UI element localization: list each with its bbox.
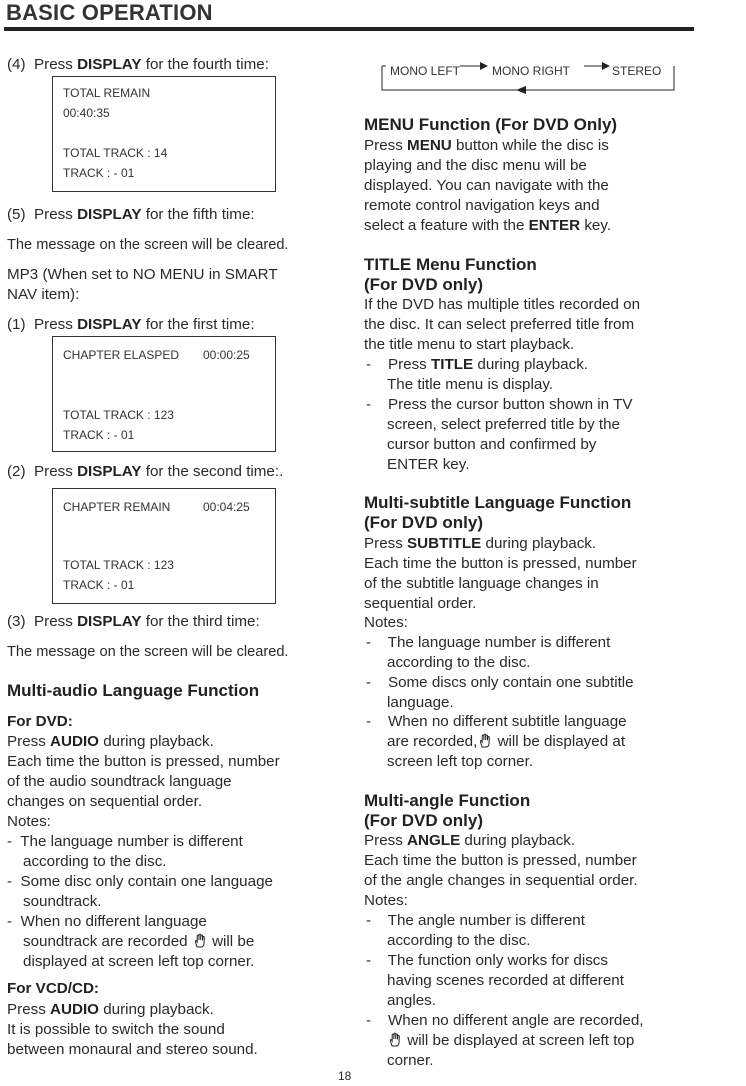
angle-note-2: - The function only works for discs [366, 952, 608, 969]
subtitle-subheading: (For DVD only) [364, 513, 483, 532]
title-bullet-2: - Press the cursor button shown in TV [366, 396, 633, 413]
display-box-chapter-elapsed: CHAPTER ELASPED 00:00:25 TOTAL TRACK : 123 TRACK : - 01 [52, 336, 276, 452]
subtitle-note-3: - When no different subtitle language [366, 713, 627, 730]
title-bullet-2b: screen, select preferred title by the [387, 416, 620, 433]
prohibited-hand-icon [387, 1032, 403, 1048]
arrow-right-icon-1 [480, 62, 488, 70]
title-bullet-1: - Press TITLE during playback. [366, 356, 589, 373]
angle-note-2b: having scenes recorded at different [387, 972, 624, 989]
page-number: 18 [338, 1069, 352, 1083]
title-bullet-2c: cursor button and confirmed by [387, 436, 597, 453]
angle-line-3: of the angle changes in sequential order. [364, 872, 638, 889]
audio-note-1b: according to the disc. [23, 853, 167, 870]
audio-note-2b: soundtrack. [23, 893, 102, 910]
title-menu-subheading: (For DVD only) [364, 275, 483, 294]
cleared-text-1: The message on the screen will be cleared. [7, 237, 289, 253]
step4-line: (4) Press DISPLAY for the fourth time: [7, 56, 269, 73]
multi-audio-heading: Multi-audio Language Function [7, 681, 260, 700]
prohibited-hand-icon [477, 733, 493, 749]
angle-note-3c: corner. [387, 1052, 434, 1069]
audio-dvd-line-3: of the audio soundtrack language [7, 773, 232, 790]
subtitle-line-1: Press SUBTITLE during playback. [364, 535, 597, 552]
title-bullet-1b: The title menu is display. [387, 376, 554, 393]
audio-dvd-line-1: Press AUDIO during playback. [7, 733, 214, 750]
angle-note-1b: according to the disc. [387, 932, 531, 949]
audio-vcd-line-3: between monaural and stereo sound. [7, 1041, 258, 1058]
angle-notes-label: Notes: [364, 892, 408, 909]
audio-note-3b: soundtrack are recorded will be [23, 933, 255, 950]
audio-note-1: - The language number is different [7, 833, 243, 850]
title-menu-heading: TITLE Menu Function [364, 255, 537, 274]
angle-note-2c: angles. [387, 992, 436, 1009]
menu-line-2: playing and the disc menu will be [364, 157, 587, 174]
menu-function-heading: MENU Function (For DVD Only) [364, 115, 618, 134]
step2-line: (2) Press DISPLAY for the second time:. [7, 463, 284, 480]
stereo-label: STEREO [612, 64, 662, 78]
audio-note-3: - When no different language [7, 913, 207, 930]
angle-note-1: - The angle number is different [366, 912, 585, 929]
cleared-text-2: The message on the screen will be cleared. [7, 644, 289, 660]
subtitle-note-2b: language. [387, 694, 454, 711]
subtitle-line-3: of the subtitle language changes in [364, 575, 599, 592]
display-box-total-remain: TOTAL REMAIN 00:40:35 TOTAL TRACK : 14 TRACK : - 01 [52, 76, 276, 192]
audio-notes-label: Notes: [7, 813, 51, 830]
title-line-1: If the DVD has multiple titles recorded on [364, 296, 641, 313]
mono-right-label: MONO RIGHT [492, 64, 570, 78]
menu-line-3: displayed. You can navigate with the [364, 177, 609, 194]
mp3-line-1: MP3 (When set to NO MENU in SMART [7, 266, 278, 283]
menu-line-5: select a feature with the ENTER key. [364, 217, 612, 234]
audio-vcd-line-1: Press AUDIO during playback. [7, 1001, 214, 1018]
angle-subheading: (For DVD only) [364, 811, 483, 830]
mp3-line-2: NAV item): [7, 286, 80, 303]
subtitle-note-2: - Some discs only contain one subtitle [366, 674, 634, 691]
for-vcd-subheading: For VCD/CD: [7, 980, 99, 997]
angle-heading: Multi-angle Function [364, 791, 531, 810]
audio-vcd-line-2: It is possible to switch the sound [7, 1021, 225, 1038]
angle-note-3: - When no different angle are recorded, [366, 1012, 644, 1029]
subtitle-notes-label: Notes: [364, 614, 408, 631]
title-bullet-2d: ENTER key. [387, 456, 470, 473]
menu-line-1: Press MENU button while the disc is [364, 137, 609, 154]
arrow-right-icon-2 [602, 62, 610, 70]
menu-line-4: remote control navigation keys and [364, 197, 600, 214]
angle-note-3b: will be displayed at screen left top [387, 1031, 634, 1051]
cycle-return-arrow-icon [516, 86, 526, 94]
subtitle-note-1: - The language number is different [366, 634, 611, 651]
step5-line: (5) Press DISPLAY for the fifth time: [7, 206, 255, 223]
subtitle-note-3b: are recorded, will be displayed at [387, 733, 626, 750]
page-header-title: BASIC OPERATION [6, 0, 213, 25]
subtitle-note-1b: according to the disc. [387, 654, 531, 671]
audio-dvd-line-2: Each time the button is pressed, number [7, 753, 280, 770]
subtitle-heading: Multi-subtitle Language Function [364, 493, 632, 512]
subtitle-note-3c: screen left top corner. [387, 753, 534, 770]
step3-line: (3) Press DISPLAY for the third time: [7, 613, 260, 630]
display-box-chapter-remain: CHAPTER REMAIN 00:04:25 TOTAL TRACK : 123 TRACK : - 01 [52, 488, 276, 604]
prohibited-hand-icon [192, 933, 208, 949]
angle-line-2: Each time the button is pressed, number [364, 852, 637, 869]
angle-line-1: Press ANGLE during playback. [364, 832, 576, 849]
for-dvd-subheading: For DVD: [7, 713, 73, 730]
mono-left-label: MONO LEFT [390, 64, 461, 78]
audio-note-3c: displayed at screen left top corner. [23, 953, 255, 970]
title-line-3: the title menu to start playback. [364, 336, 575, 353]
header-rule [4, 27, 694, 31]
step1-line: (1) Press DISPLAY for the first time: [7, 316, 255, 333]
subtitle-line-4: sequential order. [364, 595, 477, 612]
title-line-2: the disc. It can select preferred title from [364, 316, 635, 333]
audio-dvd-line-4: changes on sequential order. [7, 793, 203, 810]
audio-note-2: - Some disc only contain one language [7, 873, 273, 890]
subtitle-line-2: Each time the button is pressed, number [364, 555, 637, 572]
